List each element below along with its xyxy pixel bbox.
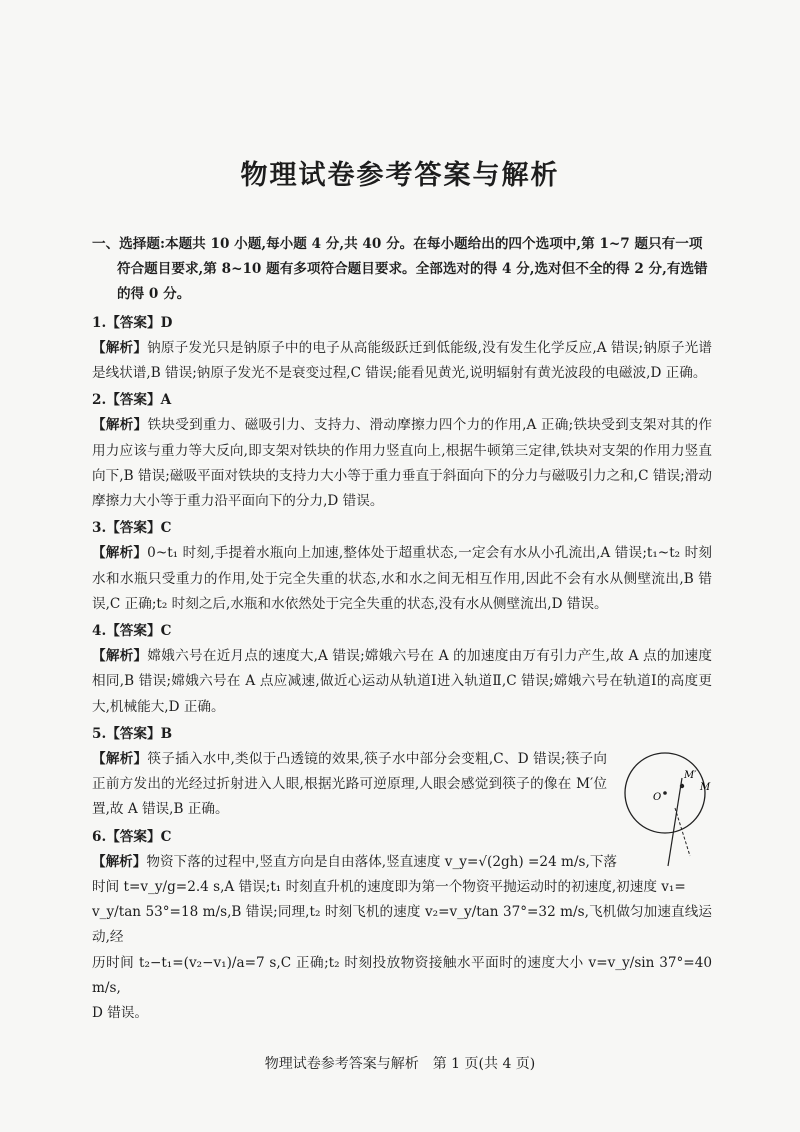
analysis-line xyxy=(92,850,712,875)
analysis-line: 时间 t=v_y/g=2.4 s,A 错误;t₁ 时刻直升机的速度即为第一个物资平抛运动时的初速度,初速度 v₁= xyxy=(92,879,686,896)
answer-tag: 【答案】 xyxy=(106,392,161,409)
answer-tag: 【答案】 xyxy=(106,828,161,845)
question-number: 4. xyxy=(92,623,107,640)
question-4-answer xyxy=(92,619,712,644)
question-2-answer xyxy=(92,388,712,413)
answer-value: D xyxy=(160,314,173,331)
chopstick-refraction-diagram xyxy=(620,748,730,868)
answer-content xyxy=(92,232,712,1028)
question-number: 5. xyxy=(92,725,107,742)
analysis-tag: 【解析】 xyxy=(92,648,148,665)
point-o xyxy=(663,791,667,795)
question-number: 2. xyxy=(92,392,107,409)
analysis-text: 铁块受到重力、磁吸引力、支持力、滑动摩擦力四个力的作用,A 正确;铁块受到支架对其的作用力应该与重力等大反向,即支架对铁块的作用力竖直向上,根据牛顿第三定律,铁块对支架的作用力竖直向下,B 错误;磁吸平面对铁块的支持力大小等于重力垂直于斜面向下的分力与磁吸引力之和,C 错误;滑动摩擦力大小等于重力沿平面向下的分力,D 错误。 xyxy=(92,417,713,510)
analysis-text: 物资下落的过程中,竖直方向是自由落体,竖直速度 v_y=√(2gh) =24 m/s,下落 xyxy=(146,853,618,870)
question-1-answer xyxy=(92,311,712,336)
section-heading: 一、选择题:本题共 10 小题,每小题 4 分,共 40 分。在每小题给出的四个选项中,第 1~7 题只有一项符合题目要求,第 8~10 题有多项符合题目要求。全部选对的得 4 分,选对但不全的得 2 分,有选错的得 0 分。 xyxy=(92,236,708,303)
analysis-line: D 错误。 xyxy=(92,1005,149,1022)
answer-value: C xyxy=(160,623,172,640)
question-number: 6. xyxy=(92,828,107,845)
analysis-text: 筷子插入水中,类似于凸透镜的效果,筷子水中部分会变粗,C、D 错误;筷子向正前方发出的光经过折射进入人眼,根据光路可逆原理,人眼会感觉到筷子的像在 M′位置,故 A 错误,B 正确。 xyxy=(92,751,607,818)
analysis-text: 0~t₁ 时刻,手提着水瓶向上加速,整体处于超重状态,一定会有水从小孔流出,A 错误;t₁~t₂ 时刻水和水瓶只受重力的作用,处于完全失重的状态,水和水之间无相互作用,因此不会有水从侧壁流出,B 错误,C 正确;t₂ 时刻之后,水瓶和水依然处于完全失重的状态,没有水从侧壁流出,D 错误。 xyxy=(92,545,713,612)
analysis-text: 嫦娥六号在近月点的速度大,A 错误;嫦娥六号在 A 的加速度由万有引力产生,故 A 点的加速度相同,B 错误;嫦娥六号在 A 点应减速,做近心运动从轨道Ⅰ进入轨道Ⅱ,C 错误;嫦娥六号在轨道Ⅰ的高度更大,机械能大,D 正确。 xyxy=(92,648,713,715)
question-4-analysis xyxy=(92,644,712,720)
question-2-analysis xyxy=(92,413,712,514)
answer-tag: 【答案】 xyxy=(106,623,161,640)
page-title: 物理试卷参考答案与解析 xyxy=(240,160,560,191)
analysis-tag: 【解析】 xyxy=(92,545,148,562)
label-m: M xyxy=(700,782,711,793)
question-6-answer xyxy=(92,825,712,850)
analysis-line: 历时间 t₂−t₁=(v₂−v₁)/a=7 s,C 正确;t₂ 时刻投放物资接触水平面时的速度大小 v=v_y/sin 37°=40 m/s, xyxy=(92,954,712,996)
analysis-tag: 【解析】 xyxy=(92,751,148,768)
answer-tag: 【答案】 xyxy=(106,314,161,331)
question-6-analysis xyxy=(92,850,712,1026)
chopstick-line xyxy=(668,778,682,866)
analysis-tag: 【解析】 xyxy=(92,853,147,870)
label-o: O xyxy=(653,792,662,803)
answer-tag: 【答案】 xyxy=(106,520,161,537)
analysis-line: v_y/tan 53°=18 m/s,B 错误;同理,t₂ 时刻飞机的速度 v₂=v_y/tan 37°=32 m/s,飞机做匀加速直线运动,经 xyxy=(92,904,712,946)
sight-line xyxy=(675,808,690,856)
question-3-answer xyxy=(92,516,712,541)
page-footer: 物理试卷参考答案与解析 第 1 页(共 4 页) xyxy=(264,1056,536,1072)
question-5-analysis xyxy=(92,747,712,823)
question-1-analysis xyxy=(92,336,712,386)
answer-value: C xyxy=(160,520,172,537)
analysis-text: 钠原子发光只是钠原子中的电子从高能级跃迁到低能级,没有发生化学反应,A 错误;钠原子光谱是线状谱,B 错误;钠原子发光不是衰变过程,C 错误;能看见黄光,说明辐射有黄光波段的电磁波,D 正确。 xyxy=(92,339,713,382)
answer-value: B xyxy=(160,725,173,742)
label-m-prime: M′ xyxy=(684,770,697,781)
answer-value: C xyxy=(160,828,172,845)
question-3-analysis xyxy=(92,541,712,617)
question-number: 1. xyxy=(92,314,107,331)
question-5-answer xyxy=(92,722,712,747)
analysis-tag: 【解析】 xyxy=(92,417,148,434)
analysis-tag: 【解析】 xyxy=(92,339,148,356)
answer-tag: 【答案】 xyxy=(106,725,161,742)
answer-value: A xyxy=(160,392,172,409)
point-m xyxy=(680,784,684,788)
question-number: 3. xyxy=(92,520,107,537)
